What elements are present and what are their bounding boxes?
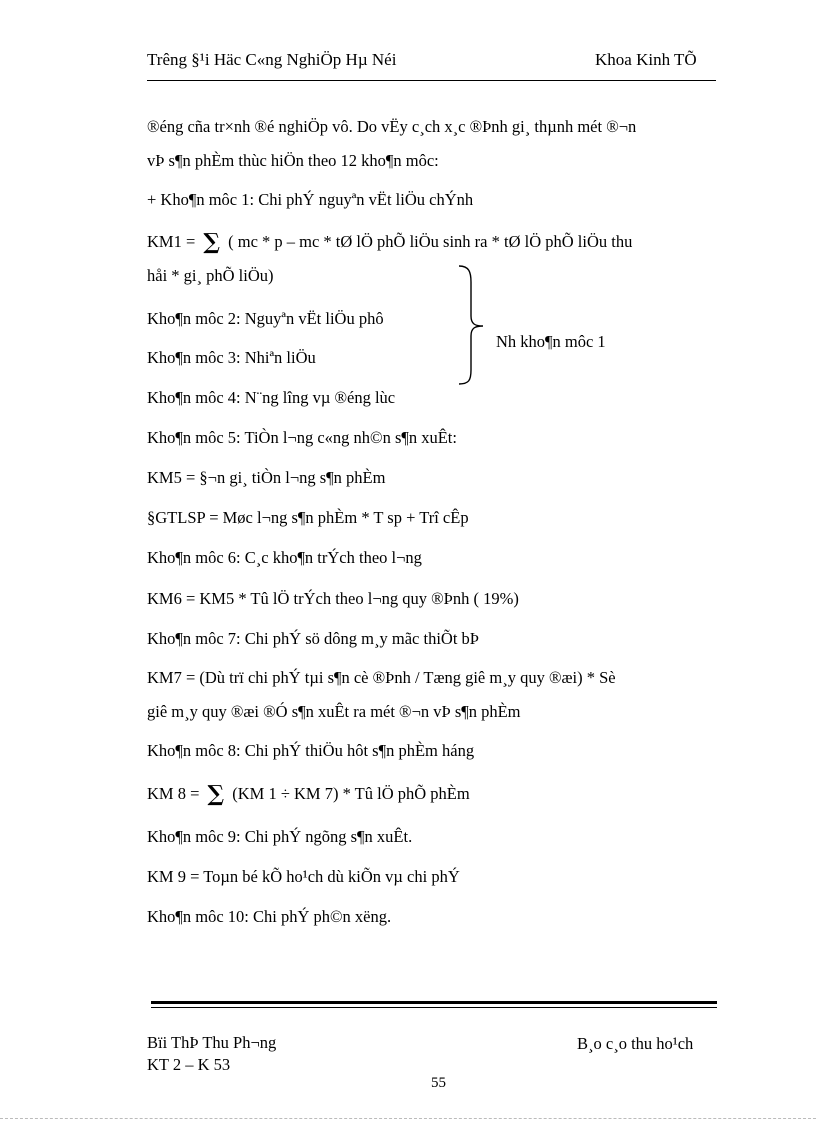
body-line: Kho¶n môc 5: TiÒn l¬ng c«ng nh©n s¶n xuÊt: [147, 428, 457, 447]
formula-km8-lhs: KM 8 = [147, 784, 200, 803]
body-line: KM7 = (Dù trï chi phÝ tµi s¶n cè ®Þnh / Tæng giê m¸y quy ®æi) * Sè [147, 668, 616, 687]
body-line: giê m¸y quy ®æi ®Ó s¶n xuÊt ra mét ®¬n vÞ s¶n phÈm [147, 702, 521, 721]
header-rule [147, 80, 716, 81]
body-line: Kho¶n môc 4: N¨ng lîng vµ ®éng lùc [147, 388, 396, 407]
body-line: + Kho¶n môc 1: Chi phÝ nguyªn vËt liÖu chÝnh [147, 190, 474, 209]
curly-brace-icon [455, 264, 495, 386]
footer-class: KT 2 – K 53 [147, 1055, 231, 1074]
body-line: ®éng cña tr×nh ®é nghiÖp vô. Do vËy c¸ch x¸c ®Þnh gi¸ thµnh mét ®¬n [147, 117, 637, 136]
body-line: Kho¶n môc 2: Nguyªn vËt liÖu phô [147, 309, 384, 328]
body-line: Kho¶n môc 10: Chi phÝ ph©n xëng. [147, 907, 392, 926]
formula-km8-rhs: (KM 1 ÷ KM 7) * Tû lÖ phÕ phÈm [232, 784, 470, 803]
footer-rule-thin [151, 1007, 717, 1008]
footer-report: B¸o c¸o thu ho¹ch [577, 1034, 694, 1053]
header-school: Trêng §¹i Häc C«ng NghiÖp Hµ Néi [147, 50, 397, 69]
body-line: Kho¶n môc 6: C¸c kho¶n trÝch theo l¬ng [147, 548, 422, 567]
body-line: Kho¶n môc 7: Chi phÝ sö dông m¸y mãc thiÕt bÞ [147, 629, 479, 648]
page-number: 55 [431, 1075, 446, 1091]
formula-km1-lhs: KM1 = [147, 232, 196, 251]
body-line: KM 9 = Toµn bé kÕ ho¹ch dù kiÕn vµ chi phÝ [147, 867, 460, 886]
body-line: Kho¶n môc 8: Chi phÝ thiÖu hôt s¶n phÈm háng [147, 741, 475, 760]
body-line: håi * gi¸ phÕ liÖu) [147, 266, 274, 285]
brace-note: Nh kho¶n môc 1 [496, 332, 606, 351]
formula-km1 [147, 229, 632, 255]
sigma-symbol: ∑ [207, 781, 225, 807]
body-line: Kho¶n môc 9: Chi phÝ ngõng s¶n xuÊt. [147, 827, 413, 846]
body-line: vÞ s¶n phÈm thùc hiÖn theo 12 kho¶n môc: [147, 151, 439, 170]
page-edge [0, 1118, 816, 1119]
formula-km1-rhs: ( mc * p – mc * tØ lÖ phÕ liÖu sinh ra * tØ lÖ phÕ liÖu thu [228, 232, 633, 251]
footer-rule-thick [151, 1001, 717, 1004]
footer-author: Bïi ThÞ Thu Ph¬ng [147, 1033, 277, 1052]
header-faculty: Khoa Kinh TÕ [595, 50, 697, 69]
body-line: KM6 = KM5 * Tû lÖ trÝch theo l¬ng quy ®Þnh ( 19%) [147, 589, 519, 608]
sigma-symbol: ∑ [203, 229, 220, 255]
body-line: Kho¶n môc 3: Nhiªn liÖu [147, 348, 316, 367]
body-line: KM5 = §¬n gi¸ tiÒn l¬ng s¶n phÈm [147, 468, 386, 487]
body-line: §GTLSP = Møc l¬ng s¶n phÈm * T sp + Trî cÊp [147, 508, 469, 527]
formula-km8 [147, 781, 470, 807]
